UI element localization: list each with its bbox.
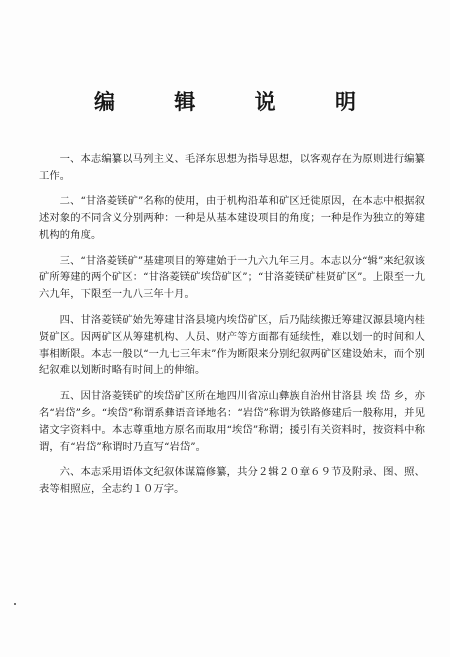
paragraph-4: 四、甘洛菱镁矿始先筹建甘洛县境内埃岱矿区，后乃陆续搬迁筹建汉源县境内桂贤矿区。因两矿区从筹建机构、人员、财产等方面都有延续性，难以划一的时间和人事相断限。本志一般以“一九七三年末”作为断限来分别纪叙两矿区建设始末，而个别纪叙难以划断时略有时间上的伸缩。 [39, 313, 425, 377]
paragraph-5: 五、因甘洛菱镁矿的埃岱矿区所在地四川省凉山彝族自治州甘洛县 埃 岱 乡，亦名“岩岱”乡。“埃岱”称谓系彝语音译地名：“岩岱”称谓为铁路修建后一般称用，并见诸文字资料中。本志尊重地方原名而取用“埃岱”称谓；援引有关资料时，按资料中称谓，有“岩岱”称谓时乃直写“岩岱”。 [39, 389, 425, 453]
page-title: 编 辑 说 明 [94, 89, 382, 114]
scan-speck [14, 603, 16, 605]
paragraph-6: 六、本志采用语体文纪叙体谋篇修纂，共分２辑２０章６９节及附录、图、照、表等相照应，全志约１０万字。 [39, 466, 425, 495]
paragraph-3: 三、“甘洛菱镁矿”基建项目的筹建始于一九六九年三月。本志以分“辑”来纪叙该矿所筹建的两个矿区：“甘洛菱镁矿埃岱矿区”；“甘洛菱镁矿桂贤矿区”。上限至一九六九年，下限至一九八三年十月。 [39, 254, 425, 301]
paragraph-1: 一、本志编纂以马列主义、毛泽东思想为指导思想，以客观存在为原则进行编纂工作。 [39, 153, 425, 182]
document-body [39, 151, 425, 506]
paragraph-2: 二、“甘洛菱镁矿”名称的使用，由于机构沿革和矿区迁徙原因，在本志中根据叙述对象的不同含义分别两种：一种是从基本建设项目的角度；一种是作为独立的筹建机构的角度。 [39, 195, 425, 242]
